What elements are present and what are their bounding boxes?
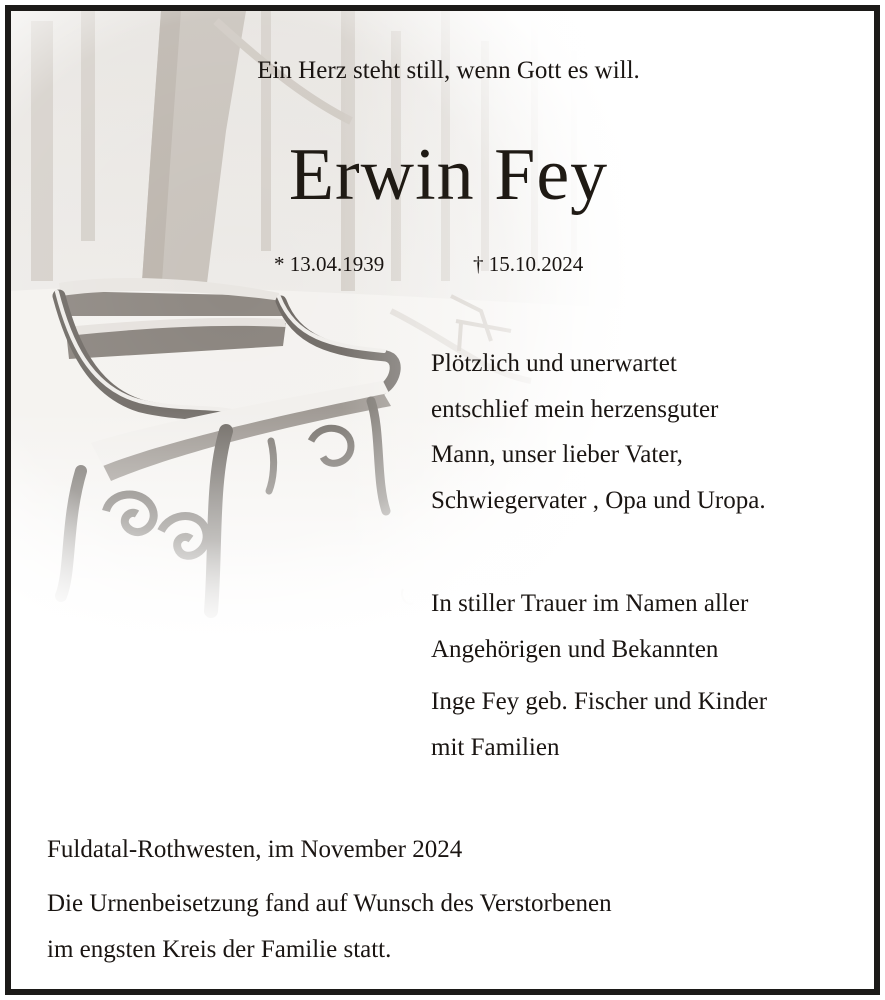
signatories — [431, 679, 767, 770]
motto: Ein Herz steht still, wenn Gott es will. — [257, 57, 640, 84]
obituary-line: entschlief mein herzensguter — [431, 395, 719, 423]
obituary-line: Plötzlich und unerwartet — [431, 350, 677, 377]
death-date: † 15.10.2024 — [473, 252, 584, 276]
snowy-bench-photo — [11, 11, 671, 651]
deceased-name: Erwin Fey — [288, 134, 609, 216]
mourning-line: Angehörigen und Bekannten — [431, 635, 719, 663]
signatory-line: Inge Fey geb. Fischer und Kinder — [431, 688, 768, 715]
mourning-text — [431, 581, 748, 672]
obituary-line: Mann, unser lieber Vater, — [431, 441, 683, 468]
signatory-line: mit Familien — [431, 733, 560, 761]
burial-line: im engsten Kreis der Familie statt. — [47, 936, 392, 963]
place-and-date: Fuldatal-Rothwesten, im November 2024 — [47, 836, 463, 863]
obituary-text — [431, 341, 766, 523]
burial-line: Die Urnenbeisetzung fand auf Wunsch des Verstorbenen — [47, 890, 612, 917]
obituary-frame — [5, 5, 880, 995]
mourning-line: In stiller Trauer im Namen aller — [431, 590, 749, 617]
bench-illustration — [11, 11, 671, 651]
obituary-line: Schwiegervater , Opa und Uropa. — [431, 486, 766, 514]
burial-note — [47, 881, 612, 973]
birth-date: * 13.04.1939 — [274, 252, 385, 276]
